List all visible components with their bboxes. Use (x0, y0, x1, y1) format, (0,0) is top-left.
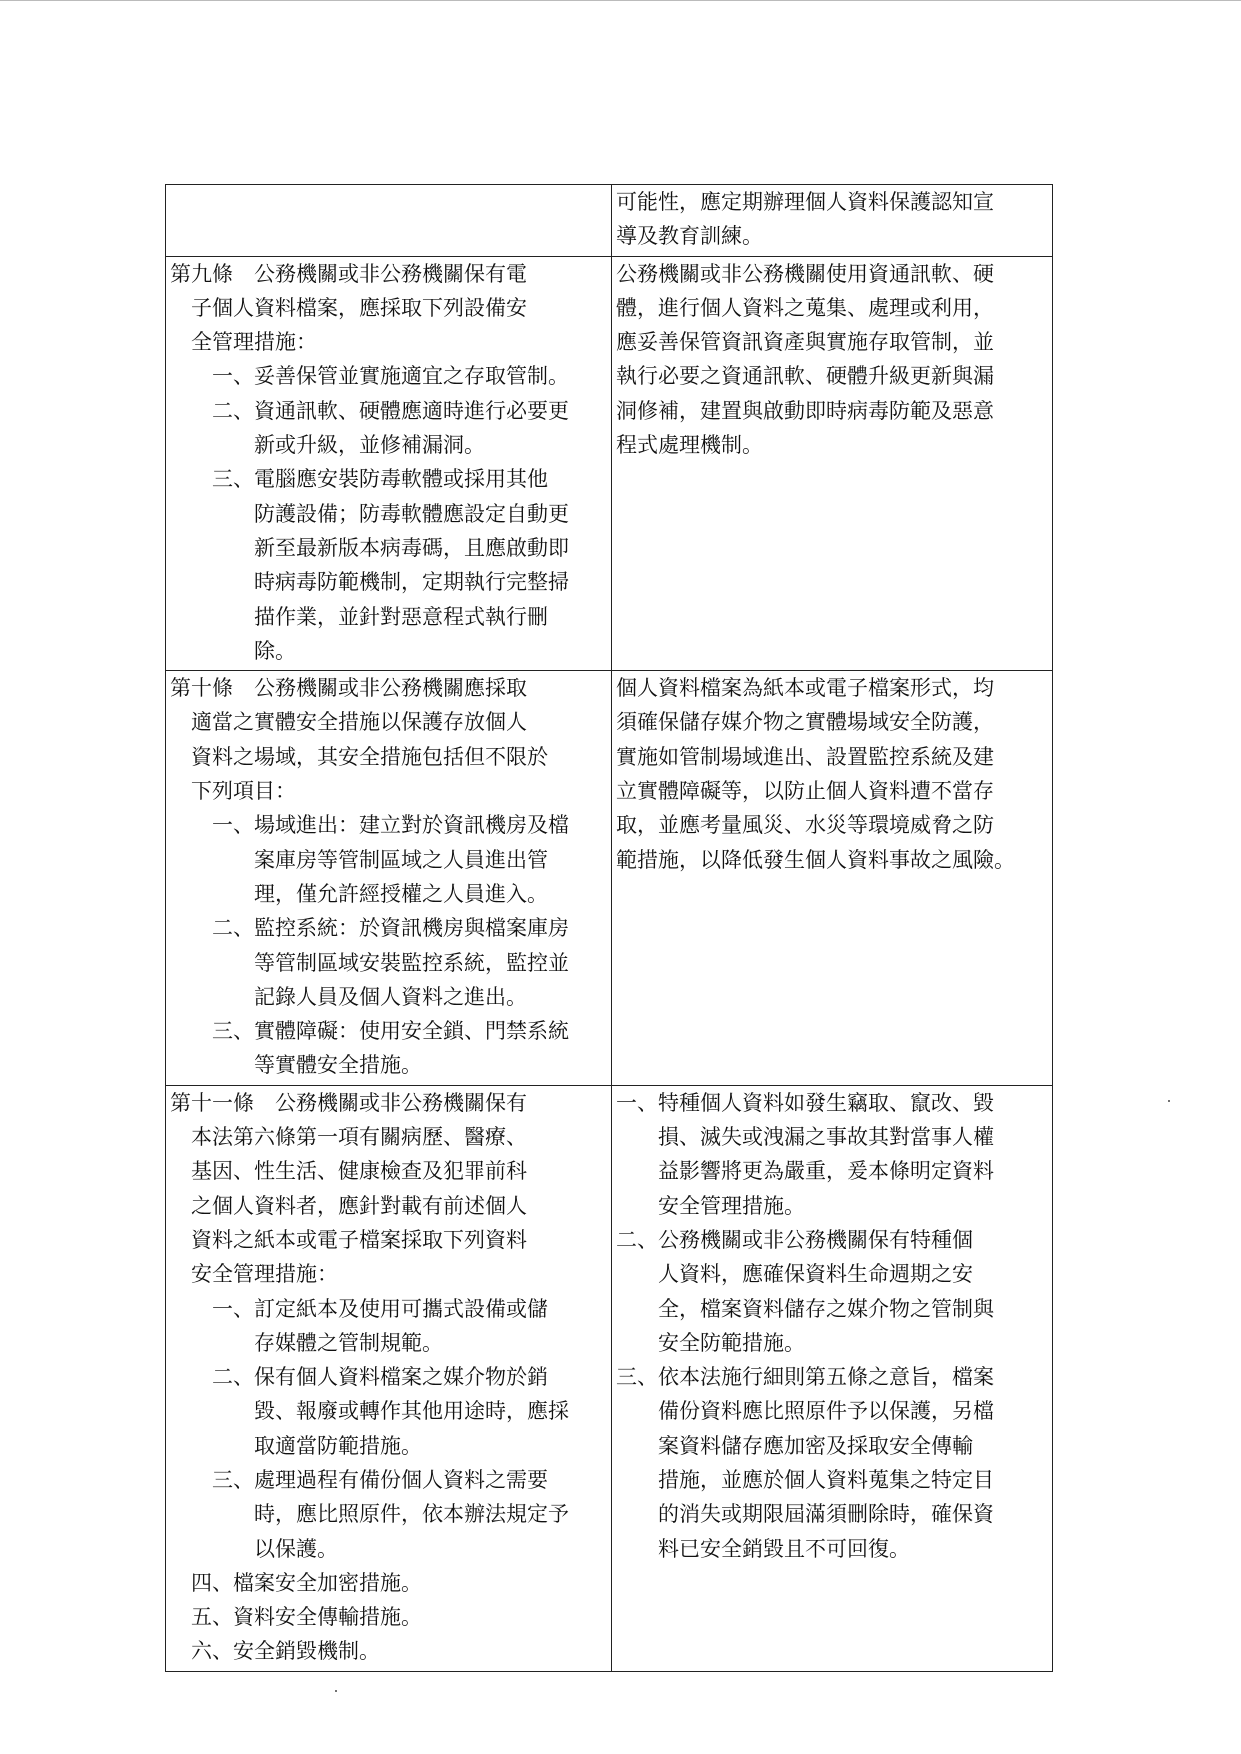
text-line: 存媒體之管制規範。 (254, 1330, 443, 1355)
text-line: 案庫房等管制區域之人員進出管 (254, 847, 548, 872)
list-item: 三、依本法施行細則第五條之意旨，檔案 (616, 1365, 994, 1390)
text-line: 安全管理措施： (191, 1262, 338, 1287)
text-line: 益影響將更為嚴重，爰本條明定資料 (658, 1159, 994, 1184)
text-line: 人資料，應確保資料生命週期之安 (658, 1262, 973, 1287)
text-line: 損、滅失或洩漏之事故其對當事人權 (658, 1125, 994, 1150)
provision-cell (166, 671, 612, 1086)
text-line: 安全防範措施。 (658, 1330, 805, 1355)
article-heading: 第九條 公務機關或非公務機關保有電 (170, 261, 527, 286)
text-line: 料已安全銷毀且不可回復。 (658, 1536, 910, 1561)
text-line: 毀、報廢或轉作其他用途時，應採 (254, 1399, 569, 1424)
text-line: 案資料儲存應加密及採取安全傳輸 (658, 1433, 973, 1458)
text-line: 時，應比照原件，依本辦法規定予 (254, 1502, 569, 1527)
explanation-cell (612, 256, 1053, 671)
text-line: 應妥善保管資訊資產與實施存取管制，並 (616, 330, 994, 355)
text-line: 本法第六條第一項有關病歷、醫療、 (191, 1125, 527, 1150)
text-line: 實施如管制場域進出、設置監控系統及建 (616, 744, 994, 769)
explanation-cell (612, 1085, 1053, 1671)
text-line: 等實體安全措施。 (254, 1053, 422, 1078)
text-line: 之個人資料者，應針對載有前述個人 (191, 1193, 527, 1218)
list-item: 二、公務機關或非公務機關保有特種個 (616, 1227, 973, 1252)
list-item: 一、妥善保管並實施適宜之存取管制。 (212, 364, 569, 389)
text-line: 可能性，應定期辦理個人資料保護認知宣 (616, 190, 994, 214)
text-line: 取，並應考量風災、水災等環境威脅之防 (616, 813, 994, 838)
table-row (166, 671, 1053, 1086)
list-item: 五、資料安全傳輸措施。 (191, 1605, 422, 1630)
text-line: 子個人資料檔案，應採取下列設備安 (191, 295, 527, 320)
text-line: 全管理措施： (191, 330, 317, 355)
text-line: 範措施，以降低發生個人資料事故之風險。 (616, 847, 1015, 872)
text-line: 公務機關或非公務機關使用資通訊軟、硬 (616, 261, 994, 286)
text-line: 以保護。 (254, 1536, 338, 1561)
list-item: 四、檔案安全加密措施。 (191, 1570, 422, 1595)
text-line: 洞修補，建置與啟動即時病毒防範及惡意 (616, 398, 994, 423)
table-row (166, 1085, 1053, 1671)
text-line: 理，僅允許經授權之人員進入。 (254, 881, 548, 906)
explanation-cell (612, 185, 1053, 257)
list-item: 二、監控系統：於資訊機房與檔案庫房 (212, 916, 569, 941)
regulation-comparison-table (165, 184, 1053, 1672)
text-line: 取適當防範措施。 (254, 1433, 422, 1458)
scan-top-edge (0, 0, 1241, 4)
table-row (166, 185, 1053, 257)
provision-cell (166, 256, 612, 671)
text-line: 須確保儲存媒介物之實體場域安全防護， (616, 710, 994, 735)
text-line: 除。 (254, 638, 296, 663)
list-item: 三、實體障礙：使用安全鎖、門禁系統 (212, 1019, 569, 1044)
list-item: 一、特種個人資料如發生竊取、竄改、毀 (616, 1090, 994, 1115)
list-item: 一、場域進出：建立對於資訊機房及檔 (212, 813, 569, 838)
scan-speck (1168, 1100, 1170, 1102)
provision-cell (166, 185, 612, 257)
text-line: 程式處理機制。 (616, 433, 763, 458)
text-line: 基因、性生活、健康檢查及犯罪前科 (191, 1159, 527, 1184)
text-line: 下列項目： (191, 779, 296, 804)
text-line: 立實體障礙等，以防止個人資料遭不當存 (616, 779, 994, 804)
text-line: 導及教育訓練。 (616, 224, 763, 249)
text-line: 描作業，並針對惡意程式執行刪 (254, 604, 548, 629)
list-item: 二、保有個人資料檔案之媒介物於銷 (212, 1365, 548, 1390)
article-heading: 第十一條 公務機關或非公務機關保有 (170, 1090, 527, 1115)
article-heading: 第十條 公務機關或非公務機關應採取 (170, 676, 527, 701)
text-line: 措施，並應於個人資料蒐集之特定目 (658, 1467, 994, 1492)
text-line: 體，進行個人資料之蒐集、處理或利用， (616, 295, 994, 320)
text-line: 全，檔案資料儲存之媒介物之管制與 (658, 1296, 994, 1321)
text-line: 新至最新版本病毒碼，且應啟動即 (254, 535, 569, 560)
text-line: 防護設備；防毒軟體應設定自動更 (254, 501, 569, 526)
list-item: 三、處理過程有備份個人資料之需要 (212, 1467, 548, 1492)
text-line: 備份資料應比照原件予以保護，另檔 (658, 1399, 994, 1424)
text-line: 等管制區域安裝監控系統，監控並 (254, 950, 569, 975)
table-row (166, 256, 1053, 671)
text-line: 個人資料檔案為紙本或電子檔案形式，均 (616, 676, 994, 701)
text-line: 資料之場域，其安全措施包括但不限於 (191, 744, 548, 769)
text-line: 安全管理措施。 (658, 1193, 805, 1218)
text-line: 時病毒防範機制，定期執行完整掃 (254, 570, 569, 595)
scan-speck (335, 1690, 337, 1692)
text-line: 適當之實體安全措施以保護存放個人 (191, 710, 527, 735)
list-item: 三、電腦應安裝防毒軟體或採用其他 (212, 467, 548, 492)
list-item: 二、資通訊軟、硬體應適時進行必要更 (212, 398, 569, 423)
provision-cell (166, 1085, 612, 1671)
text-line: 資料之紙本或電子檔案採取下列資料 (191, 1227, 527, 1252)
list-item: 一、訂定紙本及使用可攜式設備或儲 (212, 1296, 548, 1321)
text-line: 新或升級，並修補漏洞。 (254, 433, 485, 458)
text-line: 的消失或期限屆滿須刪除時，確保資 (658, 1502, 994, 1527)
text-line: 執行必要之資通訊軟、硬體升級更新與漏 (616, 364, 994, 389)
explanation-cell (612, 671, 1053, 1086)
text-line: 記錄人員及個人資料之進出。 (254, 984, 527, 1009)
list-item: 六、安全銷毀機制。 (191, 1639, 380, 1664)
